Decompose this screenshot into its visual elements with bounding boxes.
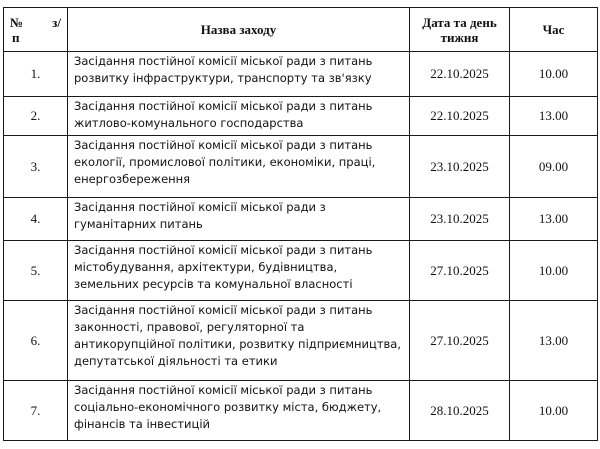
event-date: 23.10.2025 <box>410 136 510 198</box>
table-row <box>4 136 598 198</box>
event-name: Засідання постійної комісії міської ради з питань соціально-економічного розвитку міста, бюджету, фінансів та інвестицій <box>68 381 410 441</box>
header-date: Дата та день тижня <box>410 8 510 52</box>
event-date: 27.10.2025 <box>410 301 510 381</box>
event-time: 10.00 <box>510 241 598 301</box>
event-name: Засідання постійної комісії міської ради з питань містобудування, архітектури, будівництва, земельних ресурсів та комунальної власності <box>68 241 410 301</box>
event-time: 13.00 <box>510 97 598 136</box>
header-event-name: Назва заходу <box>68 8 410 52</box>
row-number: 6. <box>4 301 68 381</box>
row-number: 2. <box>4 97 68 136</box>
header-number-abbr: з/ <box>52 14 61 30</box>
event-date: 28.10.2025 <box>410 381 510 441</box>
header-time: Час <box>510 8 598 52</box>
table-row <box>4 381 598 441</box>
table-row <box>4 97 598 136</box>
row-number: 3. <box>4 136 68 198</box>
header-number <box>4 8 68 52</box>
event-time: 09.00 <box>510 136 598 198</box>
table-row <box>4 52 598 97</box>
table-header-row <box>4 8 598 52</box>
table-row <box>4 301 598 381</box>
table-row <box>4 198 598 241</box>
schedule-table <box>3 7 598 441</box>
event-time: 13.00 <box>510 198 598 241</box>
table-row <box>4 241 598 301</box>
header-number-abbr-end: п <box>12 29 20 45</box>
event-time: 13.00 <box>510 301 598 381</box>
event-name: Засідання постійної комісії міської ради з питань житлово-комунального господарства <box>68 97 410 136</box>
header-number-symbol: № <box>10 14 24 30</box>
event-time: 10.00 <box>510 52 598 97</box>
row-number: 4. <box>4 198 68 241</box>
event-name: Засідання постійної комісії міської ради з питань розвитку інфраструктури, транспорту та зв'язку <box>68 52 410 97</box>
event-date: 27.10.2025 <box>410 241 510 301</box>
event-name: Засідання постійної комісії міської ради з питань екології, промислової політики, економіки, праці, енергозбереження <box>68 136 410 198</box>
event-time: 10.00 <box>510 381 598 441</box>
event-name: Засідання постійної комісії міської ради з питань законності, правової, регуляторної та антикорупційної політики, розвитку підприємництва, депутатської діяльності та етики <box>68 301 410 381</box>
event-name: Засідання постійної комісії міської ради з гуманітарних питань <box>68 198 410 241</box>
row-number: 7. <box>4 381 68 441</box>
event-date: 23.10.2025 <box>410 198 510 241</box>
event-date: 22.10.2025 <box>410 97 510 136</box>
row-number: 5. <box>4 241 68 301</box>
row-number: 1. <box>4 52 68 97</box>
event-date: 22.10.2025 <box>410 52 510 97</box>
